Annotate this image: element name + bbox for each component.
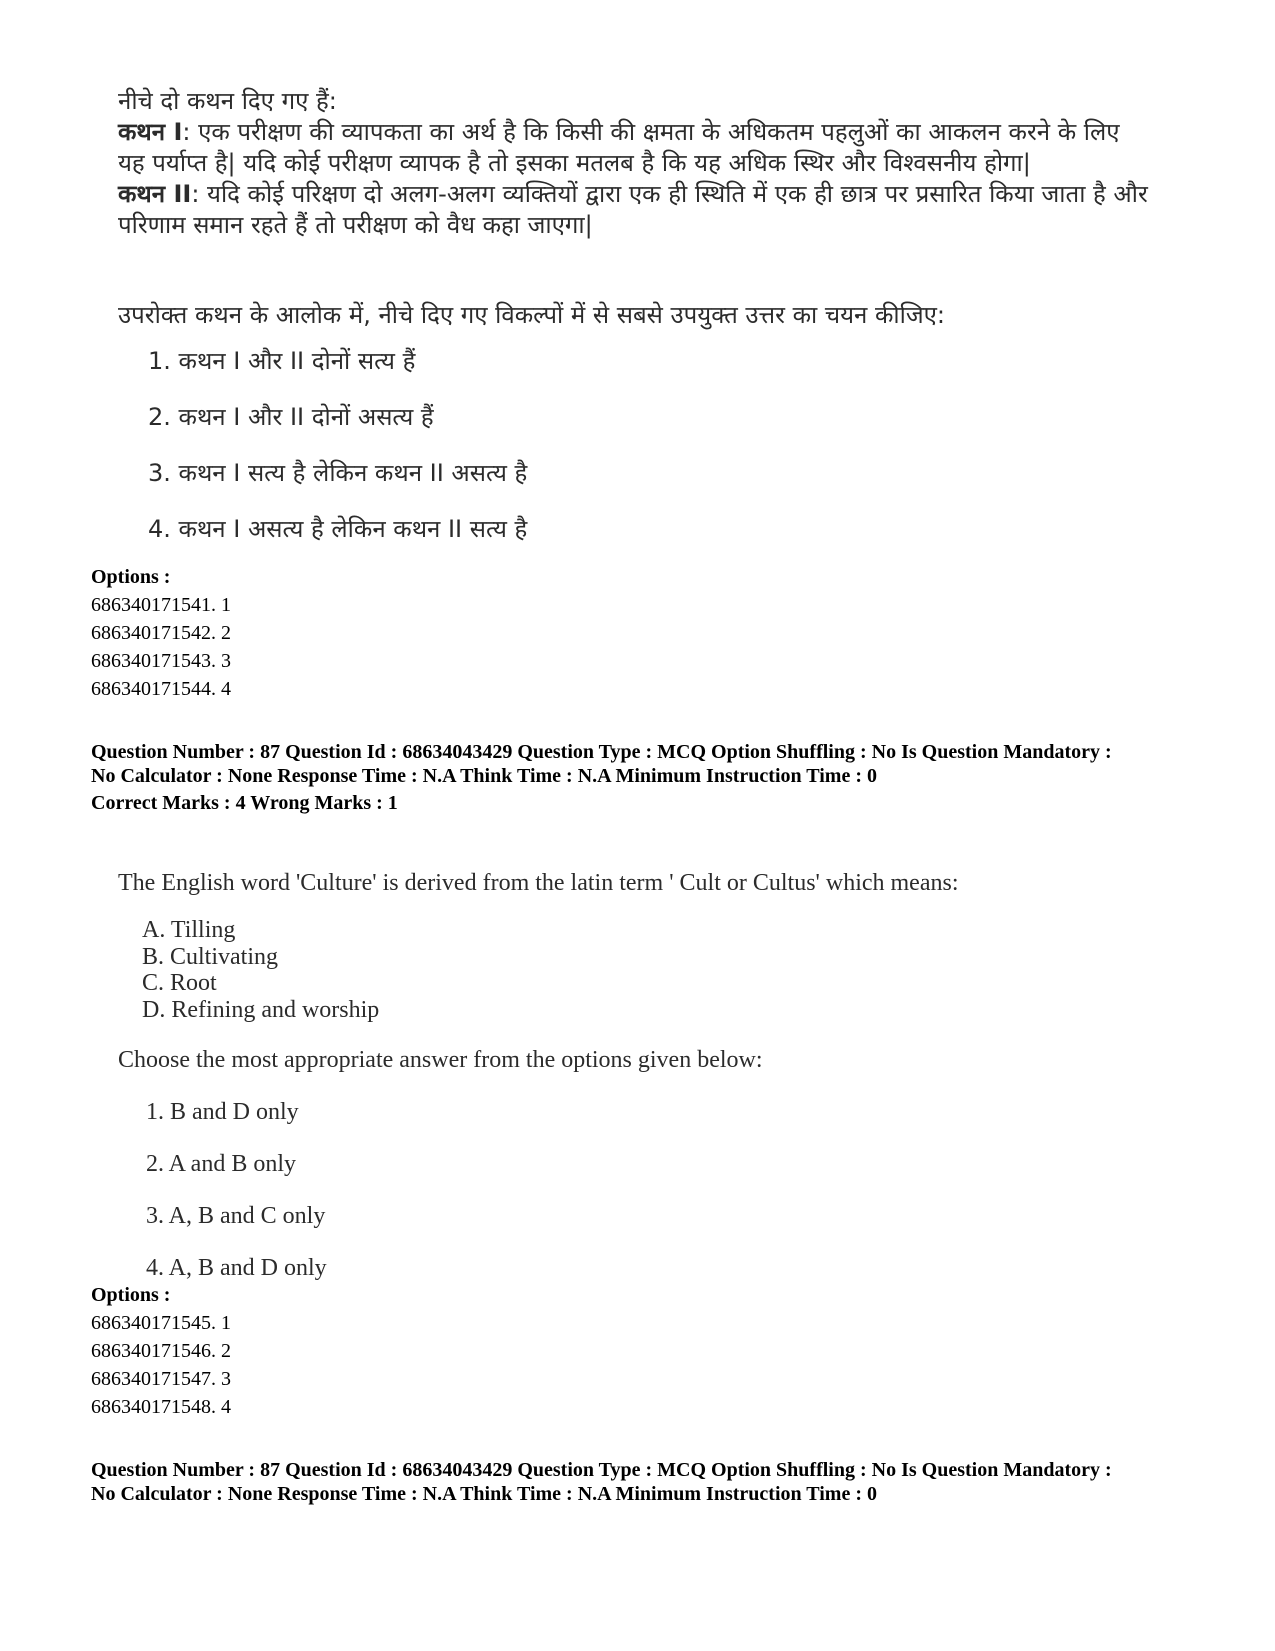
question-meta [91, 1458, 1201, 1506]
question-meta-line-2: No Calculator : None Response Time : N.A Think Time : N.A Minimum Instruction Time : 0 [91, 765, 877, 787]
statement-1-line-1: कथन I: एक परीक्षण की व्यापकता का अर्थ है कि किसी की क्षमता के अधिकतम पहलुओं का आकलन करने के लिए [118, 118, 1120, 146]
option-id-row: 686340171543. 3 [91, 650, 231, 672]
list-item: C. Root [142, 970, 217, 996]
option-id-row: 686340171547. 3 [91, 1368, 231, 1390]
statement-2-label: कथन II [118, 180, 192, 208]
option-id-row: 686340171545. 1 [91, 1312, 231, 1334]
statement-1-label: कथन I [118, 118, 183, 146]
question-intro: नीचे दो कथन दिए गए हैं: [118, 87, 337, 115]
options-heading: Options : [91, 566, 171, 588]
question-meta-line-1: Question Number : 87 Question Id : 68634043429 Question Type : MCQ Option Shuffling : No Is Question Mandatory : [91, 1459, 1112, 1481]
answer-choice: 3. A, B and C only [146, 1203, 326, 1229]
option-id-row: 686340171546. 2 [91, 1340, 231, 1362]
answer-choice: 1. कथन I और II दोनों सत्य हैं [148, 347, 416, 375]
list-item: B. Cultivating [142, 944, 279, 970]
question-meta [91, 740, 1201, 788]
question-stem: The English word 'Culture' is derived from the latin term ' Cult or Cultus' which means: [118, 870, 959, 896]
answer-choice: 4. A, B and D only [146, 1255, 327, 1281]
answer-choice: 3. कथन I सत्य है लेकिन कथन II असत्य है [148, 459, 528, 487]
question-meta-line-2: No Calculator : None Response Time : N.A Think Time : N.A Minimum Instruction Time : 0 [91, 1483, 877, 1505]
statement-1-line-2: यह पर्याप्त है| यदि कोई परीक्षण व्यापक है तो इसका मतलब है कि यह अधिक स्थिर और विश्वसनीय होगा| [118, 149, 1031, 177]
option-id-row: 686340171544. 4 [91, 678, 231, 700]
option-id-row: 686340171542. 2 [91, 622, 231, 644]
question-instruction: Choose the most appropriate answer from the options given below: [118, 1047, 763, 1073]
answer-choice: 1. B and D only [146, 1099, 299, 1125]
hindi-question-block [118, 86, 1178, 543]
statement-2-line-1: कथन II: यदि कोई परिक्षण दो अलग-अलग व्यक्तियों द्वारा एक ही स्थिति में एक ही छात्र पर प्रसारित किया जाता है और [118, 180, 1148, 208]
answer-choice: 2. कथन I और II दोनों असत्य हैं [148, 403, 434, 431]
answer-choice: 2. A and B only [146, 1151, 297, 1177]
question-instruction: उपरोक्त कथन के आलोक में, नीचे दिए गए विकल्पों में से सबसे उपयुक्त उत्तर का चयन कीजिए: [118, 301, 945, 329]
option-id-row: 686340171548. 4 [91, 1396, 231, 1418]
answer-choice: 4. कथन I असत्य है लेकिन कथन II सत्य है [148, 515, 528, 543]
statement-2-line-2: परिणाम समान रहते हैं तो परीक्षण को वैध कहा जाएगा| [118, 211, 593, 239]
option-id-row: 686340171541. 1 [91, 594, 231, 616]
options-heading: Options : [91, 1284, 171, 1306]
question-meta-line-1: Question Number : 87 Question Id : 68634043429 Question Type : MCQ Option Shuffling : No Is Question Mandatory : [91, 741, 1112, 763]
marks-info: Correct Marks : 4 Wrong Marks : 1 [91, 792, 398, 814]
list-item: A. Tilling [142, 917, 236, 943]
list-item: D. Refining and worship [142, 997, 380, 1023]
